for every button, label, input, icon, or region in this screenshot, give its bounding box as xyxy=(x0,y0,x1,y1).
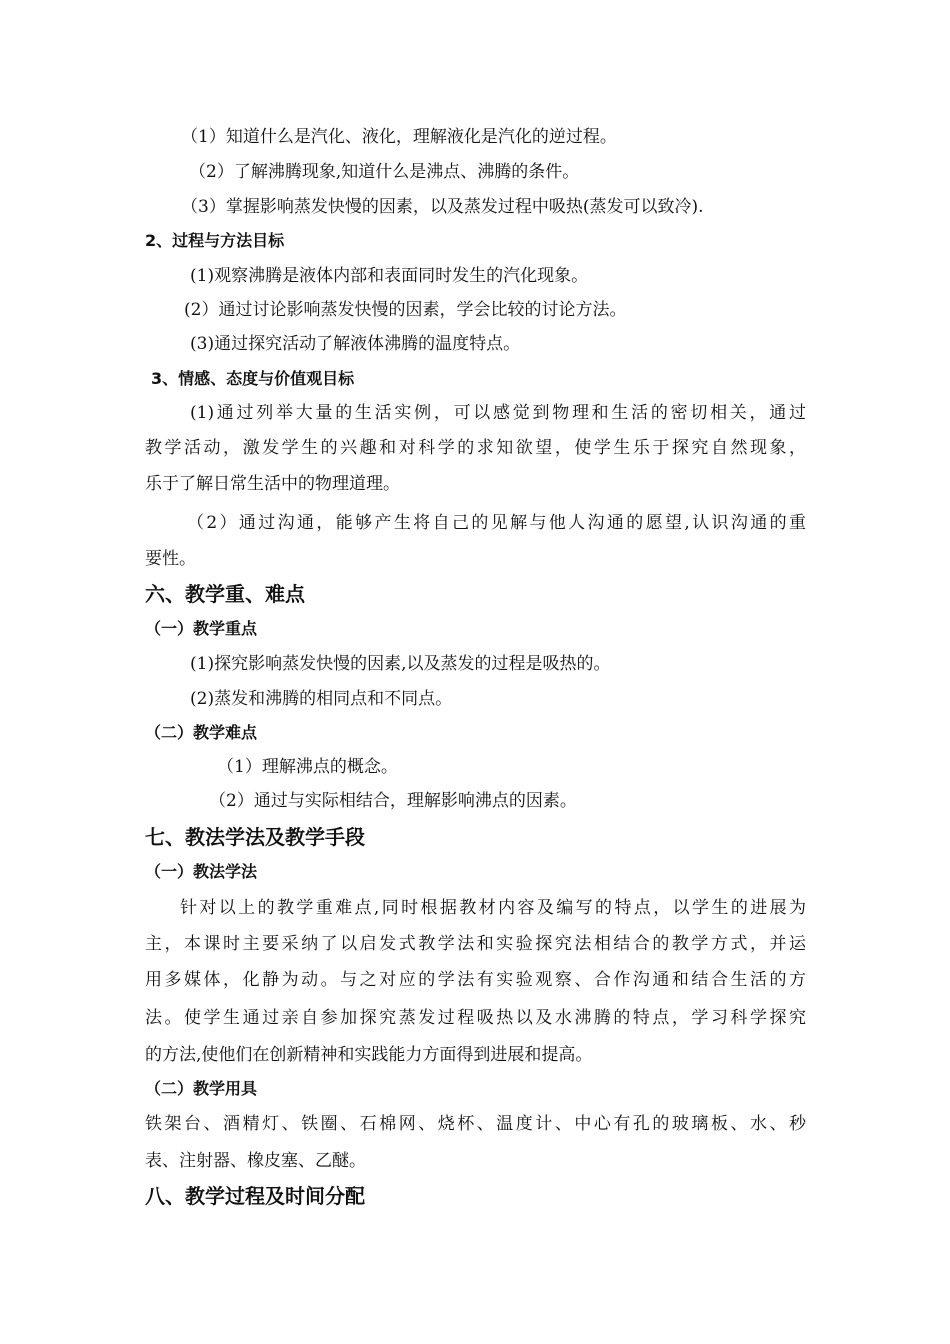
key-point-2: (2)蒸发和沸腾的相同点和不同点。 xyxy=(190,689,453,709)
emotion-paragraph-1-line-3: 乐于了解日常生活中的物理道理。 xyxy=(145,474,400,494)
difficult-point-2: （2）通过与实际相结合，理解影响沸点的因素。 xyxy=(209,791,577,811)
process-goals-heading: 2、过程与方法目标 xyxy=(145,231,285,250)
process-goal-2: (2）通过讨论影响蒸发快慢的因素，学会比较的讨论方法。 xyxy=(184,300,627,320)
difficult-point-1: （1）理解沸点的概念。 xyxy=(217,757,398,777)
emotion-goals-heading: 3、情感、态度与价值观目标 xyxy=(151,369,355,388)
emotion-paragraph-2-line-1: （2）通过沟通，能够产生将自己的见解与他人沟通的愿望,认识沟通的重 xyxy=(187,513,806,533)
emotion-paragraph-1-line-1: (1)通过列举大量的生活实例，可以感觉到物理和生活的密切相关，通过 xyxy=(190,403,806,423)
section-7-title: 七、教法学法及教学手段 xyxy=(145,825,365,849)
tools-line-1: 铁架台、酒精灯、铁圈、石棉网、烧杯、温度计、中心有孔的玻璃板、水、秒 xyxy=(145,1114,806,1134)
methods-line-5: 的方法,使他们在创新精神和实践能力方面得到进展和提高。 xyxy=(145,1045,593,1065)
methods-heading: （一）教法学法 xyxy=(145,862,258,881)
emotion-paragraph-2-line-2: 要性。 xyxy=(145,549,196,569)
section-6-title: 六、教学重、难点 xyxy=(145,582,305,606)
knowledge-goal-2: （2）了解沸腾现象,知道什么是沸点、沸腾的条件。 xyxy=(189,162,580,182)
methods-line-2: 主，本课时主要采纳了以启发式教学法和实验探究法相结合的教学方式，并运 xyxy=(145,934,806,954)
key-point-1: (1)探究影响蒸发快慢的因素,以及蒸发的过程是吸热的。 xyxy=(190,654,611,674)
key-points-heading: （一）教学重点 xyxy=(145,619,258,638)
knowledge-goal-1: （1）知道什么是汽化、液化，理解液化是汽化的逆过程。 xyxy=(181,127,617,147)
process-goal-3: (3)通过探究活动了解液体沸腾的温度特点。 xyxy=(190,334,521,354)
difficult-points-heading: （二）教学难点 xyxy=(145,723,258,742)
methods-line-1: 针对以上的教学重难点,同时根据教材内容及编写的特点，以学生的进展为 xyxy=(180,898,806,918)
tools-line-2: 表、注射器、橡皮塞、乙醚。 xyxy=(145,1151,366,1171)
tools-heading: （二）教学用具 xyxy=(145,1079,258,1098)
methods-line-3: 用多媒体，化静为动。与之对应的学法有实验观察、合作沟通和结合生活的方 xyxy=(145,970,806,990)
process-goal-1: (1)观察沸腾是液体内部和表面同时发生的汽化现象。 xyxy=(190,266,589,286)
methods-line-4: 法。使学生通过亲自参加探究蒸发过程吸热以及水沸腾的特点，学习科学探究 xyxy=(145,1008,806,1028)
emotion-paragraph-1-line-2: 教学活动，激发学生的兴趣和对科学的求知欲望，使学生乐于探究自然现象， xyxy=(145,438,806,458)
knowledge-goal-3: （3）掌握影响蒸发快慢的因素，以及蒸发过程中吸热(蒸发可以致冷). xyxy=(181,197,704,217)
section-8-title: 八、教学过程及时间分配 xyxy=(145,1184,365,1208)
